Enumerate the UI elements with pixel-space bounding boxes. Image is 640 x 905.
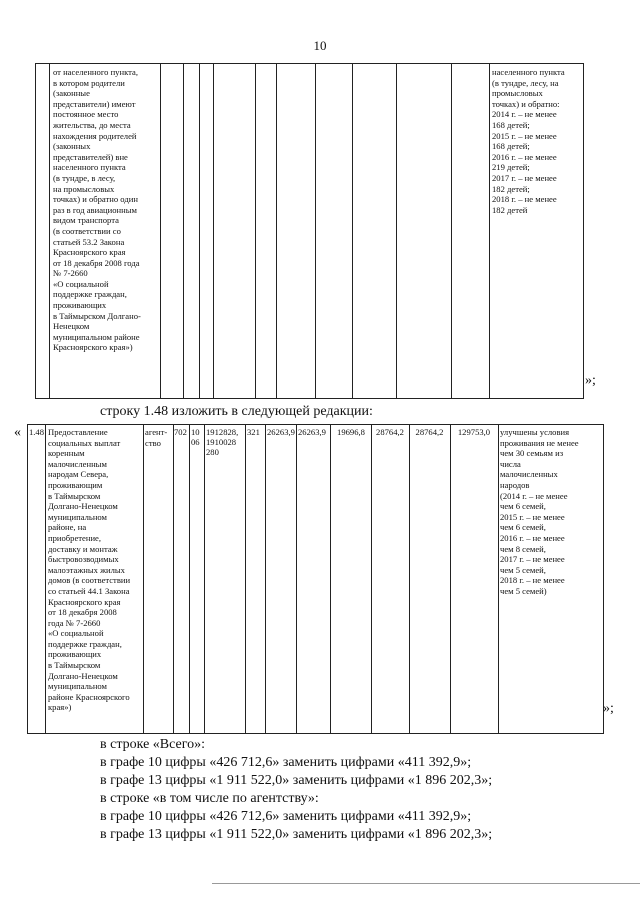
value-2017: 28764,2 [376, 427, 404, 437]
col-border [265, 424, 266, 734]
col-border [183, 63, 184, 399]
table1-description-cell: от населенного пункта, в котором родители (законные представители) имеют постоянное место жительства, до места нахождения родителей (законных представителей) вне населенного пункта (в тундре, в лесу, на промысловых точках) и обратно один раз в год авиационным видом транспорта (в соответствии со статьей 53.2 Закона Красноярского края от 18 декабря 2008 года № 7-2660 «О социальной поддержке граждан, проживающих в Таймырском Долгано- Ненецком муниципальном районе Красноярского края») [53, 67, 141, 353]
value-2014: 26263,9 [267, 427, 295, 437]
col-border [49, 63, 50, 399]
col-border [352, 63, 353, 399]
target-article-code: 1912828, 1910028 280 [206, 427, 239, 457]
col-border [255, 63, 256, 399]
intro-line: строку 1.48 изложить в следующей редакции: [100, 404, 373, 419]
row-description: Предоставление социальных выплат коренным малочисленным народам Севера, проживающим в Таймырском Долгано-Ненецком муниципальном районе, на приобретение, доставку и монтаж быстровозводимых малоэтажных жилых домов (в соответствии со статьей 44.1 Закона Красноярского края от 18 декабря 2008 года № 7-2660 «О социальной поддержке граждан, проживающих в Таймырском Долгано-Ненецком муниципальном районе Красноярского края») [48, 427, 131, 713]
col-border [603, 424, 604, 734]
footer-rule [212, 883, 640, 884]
table-bottom-border [27, 733, 603, 734]
paragraph: в графе 13 цифры «1 911 522,0» заменить цифрами «1 896 202,3»; [100, 773, 493, 788]
col-border [173, 424, 174, 734]
table-top-border [35, 63, 583, 64]
table-bottom-border [35, 398, 583, 399]
paragraph: в строке «в том числе по агентству»: [100, 791, 319, 806]
paragraph: в графе 10 цифры «426 712,6» заменить цифрами «411 392,9»; [100, 809, 472, 824]
col-border [245, 424, 246, 734]
col-border [315, 63, 316, 399]
table-top-border [27, 424, 603, 425]
result-cell: улучшены условия проживания не менее чем 30 семьям из числа малочисленных народов (2014 г. – не менее чем 6 семей, 2015 г. – не менее чем 6 семей, 2016 г. – не менее чем 8 семей, 2017 г. – не менее чем 5 семей, 2018 г. – не менее чем 5 семей) [500, 427, 579, 596]
col-border [450, 424, 451, 734]
col-border [199, 63, 200, 399]
col-border [35, 63, 36, 399]
paragraph: в графе 10 цифры «426 712,6» заменить цифрами «411 392,9»; [100, 755, 472, 770]
col-border [330, 424, 331, 734]
value-total: 129753,0 [457, 427, 491, 437]
expense-type-code: 321 [247, 427, 260, 437]
col-border [276, 63, 277, 399]
paragraph: в графе 13 цифры «1 911 522,0» заменить цифрами «1 896 202,3»; [100, 827, 493, 842]
col-border [27, 424, 28, 734]
col-border [396, 63, 397, 399]
col-border [583, 63, 584, 399]
col-border [451, 63, 452, 399]
code-702: 702 [174, 427, 187, 437]
col-border [498, 424, 499, 734]
closing-quote: »; [603, 701, 614, 716]
col-border [204, 424, 205, 734]
col-border [296, 424, 297, 734]
col-border [371, 424, 372, 734]
col-border [489, 63, 490, 399]
code-1006: 10 06 [191, 427, 200, 447]
value-2015: 26263,9 [298, 427, 326, 437]
col-border [213, 63, 214, 399]
agency-cell: агент- ство [145, 427, 168, 448]
table1-result-cell: населенного пункта (в тундре, лесу, на промысловых точках) и обратно: 2014 г. – не менее 168 детей; 2015 г. – не менее 168 детей; 2016 г. – не менее 219 детей; 2017 г. – не менее 182 детей; 2018 г. – не менее 182 детей [492, 67, 565, 215]
col-border [45, 424, 46, 734]
closing-quote: »; [585, 373, 596, 388]
opening-quote: « [14, 425, 21, 440]
value-2018: 28764,2 [415, 427, 444, 437]
page-number: 10 [313, 38, 327, 53]
paragraph: в строке «Всего»: [100, 737, 205, 752]
row-number: 1.48 [28, 427, 45, 437]
col-border [409, 424, 410, 734]
value-2016: 19696,8 [337, 427, 365, 437]
col-border [189, 424, 190, 734]
